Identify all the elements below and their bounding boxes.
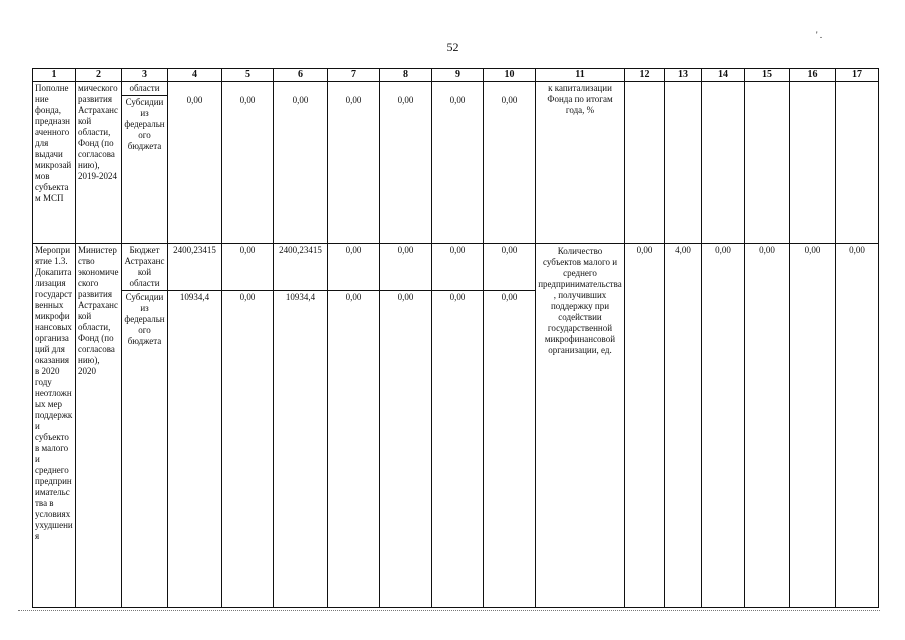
column-header: 12 <box>625 69 665 82</box>
page-number: 52 <box>446 40 459 54</box>
column-header: 1 <box>33 69 76 82</box>
indicator-cell <box>625 82 665 244</box>
column-header: 2 <box>76 69 122 82</box>
funding-source-label: Бюджет Астраханской области <box>122 244 168 291</box>
value-cell: 0,00 <box>222 82 274 244</box>
program-table <box>32 68 879 608</box>
column-header: 10 <box>484 69 536 82</box>
column-header: 15 <box>745 69 790 82</box>
column-header: 4 <box>168 69 222 82</box>
column-header: 6 <box>274 69 328 82</box>
indicator-value: 0,00 <box>745 244 790 608</box>
column-header: 9 <box>432 69 484 82</box>
value-cell: 2400,23415 <box>274 244 328 291</box>
column-header: 11 <box>536 69 625 82</box>
column-header: 14 <box>702 69 745 82</box>
indicator-value: 0,00 <box>790 244 836 608</box>
table-row <box>33 82 879 244</box>
column-header: 5 <box>222 69 274 82</box>
column-header: 17 <box>836 69 879 82</box>
value-cell: 0,00 <box>432 82 484 244</box>
value-cell: 0,00 <box>274 82 328 244</box>
measure-name: Мероприятие 1.3. Докапитализация государственных микрофинансовых организаций для оказания в 2020 году неотложных мер поддержки субъектов малого и среднего предпринимательства в условиях ухудшения <box>33 244 76 608</box>
funding-source-label: Субсидии из федерального бюджета <box>124 97 165 151</box>
value-cell: 0,00 <box>484 82 536 244</box>
value-cell: 0,00 <box>328 244 380 291</box>
value-cell: 2400,23415 <box>168 244 222 291</box>
column-header: 8 <box>380 69 432 82</box>
funding-source-continuation: области <box>122 82 167 96</box>
indicator-cell <box>665 82 702 244</box>
scan-speck: ' . <box>816 30 823 40</box>
column-header: 3 <box>122 69 168 82</box>
indicator-value: 0,00 <box>625 244 665 608</box>
funding-source <box>122 82 168 244</box>
column-header: 13 <box>665 69 702 82</box>
indicator-name: к капитализации Фонда по итогам года, % <box>536 82 625 244</box>
column-header: 7 <box>328 69 380 82</box>
value-cell: 0,00 <box>484 244 536 291</box>
value-cell: 0,00 <box>380 244 432 291</box>
value-cell: 0,00 <box>380 291 432 608</box>
indicator-cell <box>745 82 790 244</box>
page-bottom-edge <box>18 610 880 612</box>
value-cell: 0,00 <box>168 82 222 244</box>
value-cell: 10934,4 <box>274 291 328 608</box>
value-cell: 0,00 <box>328 291 380 608</box>
value-cell: 0,00 <box>222 291 274 608</box>
indicator-name: Количество субъектов малого и среднего предпринимательства, получивших поддержку при содействии государственной микрофинансовой организации, ед. <box>536 244 625 608</box>
value-cell: 0,00 <box>380 82 432 244</box>
value-cell: 0,00 <box>328 82 380 244</box>
value-cell: 10934,4 <box>168 291 222 608</box>
funding-source-label: Субсидии из федерального бюджета <box>122 291 168 608</box>
column-header: 16 <box>790 69 836 82</box>
indicator-value: 0,00 <box>702 244 745 608</box>
value-cell: 0,00 <box>432 244 484 291</box>
responsible-executor: мического развития Астраханской области, Фонд (по согласованию), 2019-2024 <box>76 82 122 244</box>
value-cell: 0,00 <box>432 291 484 608</box>
indicator-value: 4,00 <box>665 244 702 608</box>
indicator-cell <box>790 82 836 244</box>
column-header-row <box>33 69 879 82</box>
responsible-executor: Министерство экономического развития Астраханской области, Фонд (по согласованию), 2020 <box>76 244 122 608</box>
value-cell: 0,00 <box>222 244 274 291</box>
indicator-cell <box>836 82 879 244</box>
measure-name: Пополнение фонда, предназначенного для выдачи микрозаймов субъектам МСП <box>33 82 76 244</box>
table-row <box>33 244 879 291</box>
indicator-cell <box>702 82 745 244</box>
value-cell: 0,00 <box>484 291 536 608</box>
indicator-value: 0,00 <box>836 244 879 608</box>
